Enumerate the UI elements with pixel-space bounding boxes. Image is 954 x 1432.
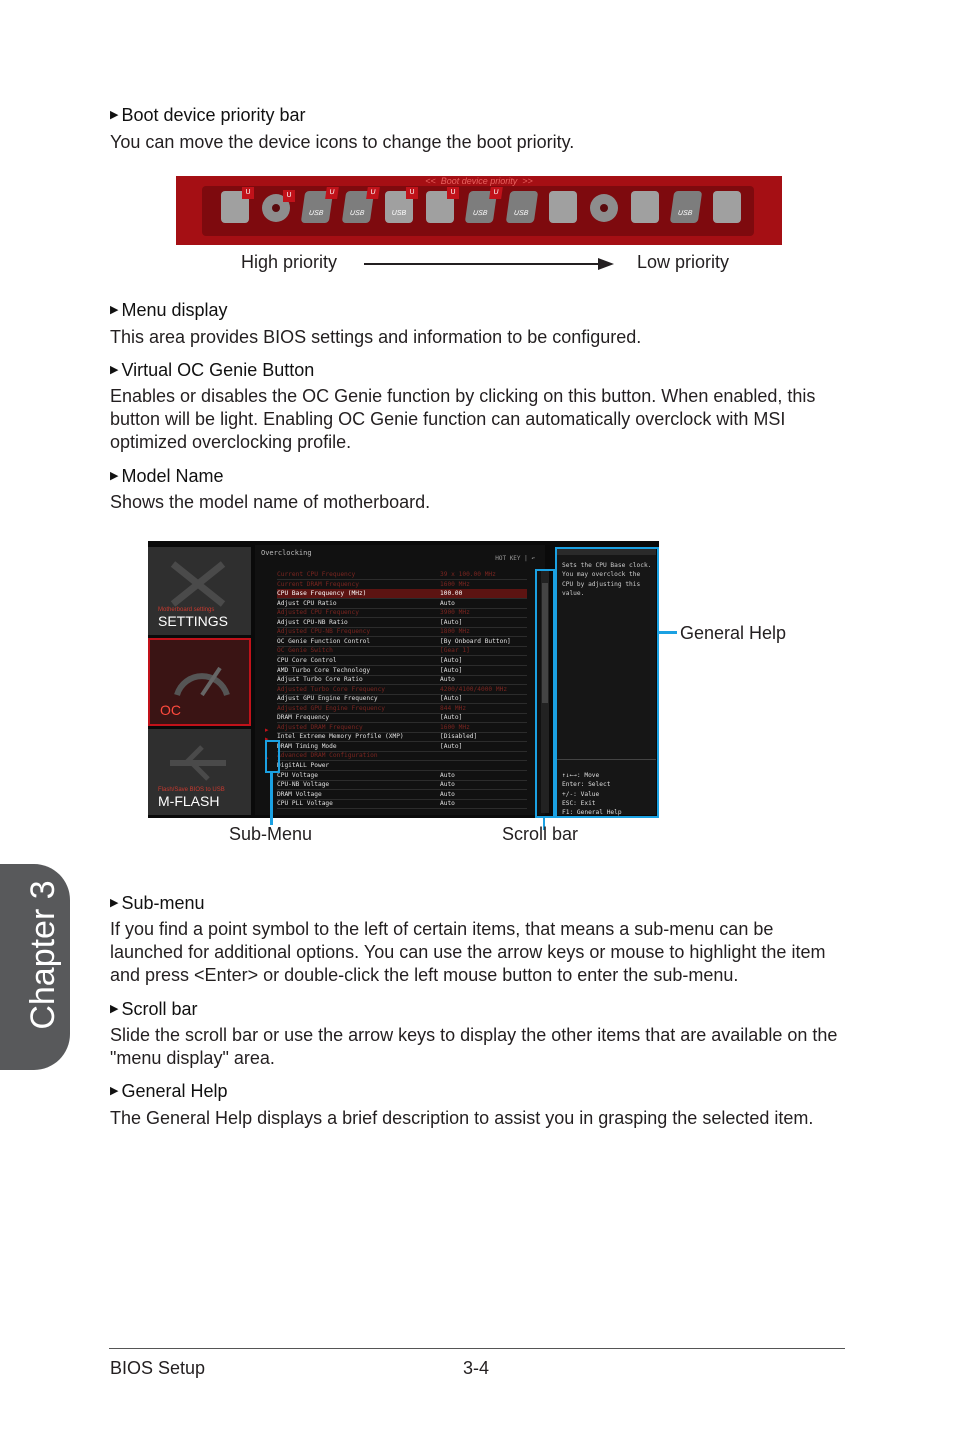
help-key: ↑↓←→: Move [562, 772, 600, 779]
menu-row-value: [Disabled] [440, 733, 478, 741]
floppy-icon[interactable] [426, 191, 454, 223]
section-text: The General Help displays a brief description to assist you in grasping the selected item. [110, 1108, 814, 1128]
device-label: USB [308, 210, 324, 217]
menu-row-value: [Auto] [440, 742, 463, 750]
menu-row-name: Adjusted GPU Engine Frequency [277, 704, 386, 712]
section-text: You can move the device icons to change the boot priority. [110, 132, 575, 152]
menu-row-name: Adjust CPU Ratio [277, 599, 337, 607]
usb-drive-icon[interactable] [465, 189, 500, 223]
menu-row-value: Auto [440, 771, 455, 779]
boot-device-priority-bar[interactable] [176, 176, 782, 245]
hotkey-button[interactable]: HOT KEY | ↶ [495, 555, 535, 562]
help-key: +/-: Value [562, 790, 600, 798]
menu-row[interactable] [277, 589, 527, 599]
sidebar-item-label: OC [160, 702, 181, 718]
usb-drive-icon[interactable] [301, 189, 336, 223]
menu-row-value: 1600 MHz [440, 723, 470, 731]
menu-row[interactable] [277, 656, 527, 666]
menu-header: Overclocking [261, 549, 312, 557]
menu-row[interactable] [277, 627, 527, 637]
boot-bar-caption: << Boot device priority >> [425, 176, 533, 186]
menu-row[interactable] [277, 646, 527, 656]
menu-row-name: Adjusted DRAM Frequency [277, 723, 363, 731]
network-icon[interactable] [713, 191, 741, 223]
section-heading: ▶ Menu display [110, 300, 228, 320]
section-heading: ▶ Model Name [110, 466, 224, 486]
footer-title: BIOS Setup [110, 1358, 206, 1378]
usb-key-icon[interactable] [631, 191, 659, 223]
disc-icon[interactable] [262, 194, 290, 222]
menu-row-name: Adjust Turbo Core Ratio [277, 676, 363, 684]
hdd-icon[interactable] [549, 191, 577, 223]
menu-row-value: 4200/4100/4000 MHz [440, 685, 508, 693]
menu-row-value: 844 MHz [440, 704, 467, 712]
device-label: USB [677, 210, 693, 217]
menu-row-name: CPU Core Control [277, 656, 337, 664]
menu-row[interactable] [277, 580, 527, 590]
scroll-bar-highlight [535, 569, 555, 818]
bullet-triangle-icon: ▶ [110, 304, 119, 316]
menu-row[interactable] [277, 761, 527, 771]
menu-row[interactable] [277, 742, 527, 752]
menu-row[interactable] [277, 713, 527, 723]
help-key: ESC: Exit [562, 799, 596, 807]
page-number: 3-4 [463, 1358, 490, 1378]
hdd-icon[interactable] [221, 191, 249, 223]
menu-row-value: 39 x 100.00 MHz [440, 571, 496, 578]
menu-row[interactable] [277, 790, 527, 800]
section-text: Enables or disables the OC Genie function by clicking on this button. When enabled, this button will be light. Enabling OC Genie function can automatically overclock with MSI optimized overclocking profile. [110, 386, 816, 452]
general-help-highlight [555, 547, 659, 818]
usb-drive-icon[interactable] [342, 189, 377, 223]
menu-row-name: DRAM Timing Mode [277, 742, 337, 750]
menu-row[interactable] [277, 685, 527, 695]
help-key: Enter: Select [562, 781, 611, 789]
bullet-triangle-icon: ▶ [110, 1003, 119, 1015]
section-text: This area provides BIOS settings and information to be configured. [110, 327, 642, 347]
menu-row-value: [By Onboard Button] [440, 637, 511, 645]
usb-key-icon[interactable] [385, 191, 413, 223]
section-heading: ▶ Sub-menu [110, 893, 205, 913]
menu-row-value: [Auto] [440, 666, 463, 674]
scroll-bar-label: Scroll bar [502, 824, 579, 844]
sidebar-item-mflash[interactable] [148, 729, 251, 815]
usb-icon [166, 741, 230, 785]
section-heading: ▶ General Help [110, 1081, 228, 1101]
menu-row-name: Advanced DRAM Configuration [277, 752, 378, 760]
sub-menu-leader [270, 773, 273, 825]
menu-row-value: [Gear 1] [440, 647, 470, 655]
gauge-icon [172, 650, 232, 700]
usb-badge-icon: U [325, 187, 339, 199]
menu-row-name: CPU Base Frequency (MHz) [277, 590, 367, 598]
sidebar-item-settings[interactable] [148, 547, 251, 635]
menu-row-value: Auto [440, 676, 455, 684]
section-heading: ▶ Virtual OC Genie Button [110, 360, 315, 380]
menu-row[interactable] [277, 771, 527, 781]
usb-badge-icon: U [283, 190, 295, 202]
chapter-tab-label: Chapter 3 [23, 880, 62, 1030]
device-label: USB [513, 210, 529, 217]
menu-row-name: Adjusted CPU-NB Frequency [277, 628, 371, 636]
menu-row-name: OC Genie Function Control [277, 637, 371, 645]
menu-display [255, 545, 545, 815]
tools-icon [168, 559, 228, 609]
menu-row-value: Auto [440, 781, 455, 789]
menu-row-name: DigitALL Power [277, 762, 330, 769]
menu-row[interactable] [277, 694, 527, 704]
sub-menu-label: Sub-Menu [229, 824, 313, 844]
bullet-triangle-icon: ▶ [110, 109, 119, 121]
menu-row[interactable] [277, 637, 527, 647]
menu-row-name: Adjust GPU Engine Frequency [277, 695, 378, 703]
menu-row[interactable] [277, 618, 527, 628]
help-key: F1: General Help [562, 809, 622, 817]
menu-row-name: DRAM Voltage [277, 790, 322, 798]
menu-row-name: Adjusted CPU Frequency [277, 609, 359, 617]
submenu-pointer-icon: ▸ [265, 755, 269, 762]
menu-row-name: CPU-NB Voltage [277, 781, 330, 789]
menu-row-value: Auto [440, 599, 455, 607]
menu-row[interactable] [277, 666, 527, 676]
menu-row-name: Adjusted Turbo Core Frequency [277, 685, 386, 693]
menu-row-name: Intel Extreme Memory Profile (XMP) [277, 733, 404, 741]
submenu-pointer-icon: ▸ [265, 736, 269, 743]
menu-row-value: [Auto] [440, 714, 463, 722]
menu-row-value: [Auto] [440, 618, 463, 626]
menu-row-name: AMD Turbo Core Technology [277, 666, 371, 674]
section-heading: ▶ Scroll bar [110, 999, 198, 1019]
menu-row[interactable] [277, 799, 527, 809]
menu-row-value: [Auto] [440, 656, 463, 664]
menu-row[interactable] [277, 780, 527, 790]
menu-row[interactable] [277, 675, 527, 685]
menu-row-value: 1800 MHz [440, 628, 470, 636]
usb-badge-icon: U [406, 187, 418, 199]
bullet-triangle-icon: ▶ [110, 1085, 119, 1097]
usb-badge-icon: U [242, 187, 254, 199]
usb-drive-icon[interactable] [670, 191, 702, 223]
menu-row-value: 3900 MHz [440, 609, 470, 617]
menu-row-value: Auto [440, 790, 455, 798]
menu-row[interactable] [277, 599, 527, 609]
usb-badge-icon: U [489, 187, 503, 199]
high-priority-label: High priority [241, 252, 338, 272]
menu-row-value: 1600 MHz [440, 580, 470, 588]
sidebar-item-label: SETTINGS [158, 613, 229, 629]
device-label: USB [349, 210, 365, 217]
low-priority-label: Low priority [637, 252, 730, 272]
sidebar-item-label: M-FLASH [158, 793, 220, 809]
menu-row[interactable] [277, 723, 527, 733]
submenu-pointer-icon: ▸ [265, 727, 269, 734]
menu-row[interactable] [277, 751, 527, 761]
priority-arrow [364, 256, 616, 272]
section-heading: ▶ Boot device priority bar [110, 105, 306, 125]
sidebar-item-sub: Motherboard settings [158, 607, 215, 613]
sub-menu-highlight [265, 740, 280, 773]
section-text: If you find a point symbol to the left of certain items, that means a sub-menu can be launched for additional options. You can use the arrow keys or mouse to highlight the item and press <Enter> or double-click the left mouse button to enter the sub-menu. [110, 919, 826, 985]
menu-row-name: CPU Voltage [277, 771, 318, 779]
footer-rule [109, 1348, 845, 1349]
sidebar-item-oc[interactable] [148, 638, 251, 726]
menu-row[interactable] [277, 570, 527, 580]
disc-icon[interactable] [590, 194, 618, 222]
menu-row-name: OC Genie Switch [277, 647, 333, 655]
usb-badge-icon: U [447, 187, 459, 199]
bullet-triangle-icon: ▶ [110, 364, 119, 376]
bullet-triangle-icon: ▶ [110, 470, 119, 482]
menu-row[interactable] [277, 608, 527, 618]
usb-badge-icon: U [366, 187, 380, 199]
usb-drive-icon[interactable] [506, 191, 538, 223]
general-help-leader [659, 631, 677, 634]
menu-row-name: DRAM Frequency [277, 714, 330, 722]
help-text: Sets the CPU Base clock. You may overclock the CPU by adjusting this value. [562, 562, 652, 597]
bullet-triangle-icon: ▶ [110, 897, 119, 909]
menu-row[interactable] [277, 704, 527, 714]
menu-row-value: 100.00 [440, 590, 463, 598]
device-label: USB [472, 210, 488, 217]
chapter-tab [0, 864, 70, 1070]
section-text: Slide the scroll bar or use the arrow keys to display the other items that are available on the "menu display" area. [110, 1025, 838, 1068]
sidebar-item-sub: Flash/Save BIOS to USB [158, 787, 225, 793]
menu-row-name: Current CPU Frequency [277, 571, 356, 578]
menu-row[interactable] [277, 732, 527, 742]
general-help-label: General Help [680, 623, 787, 643]
menu-row-name: CPU PLL Voltage [277, 800, 333, 808]
menu-row-name: Current DRAM Frequency [277, 580, 359, 588]
device-label: USB [391, 210, 407, 217]
section-text: Shows the model name of motherboard. [110, 492, 431, 512]
menu-row-name: Adjust CPU-NB Ratio [277, 618, 348, 626]
menu-row-value: Auto [440, 800, 455, 808]
menu-row-value: [Auto] [440, 695, 463, 703]
